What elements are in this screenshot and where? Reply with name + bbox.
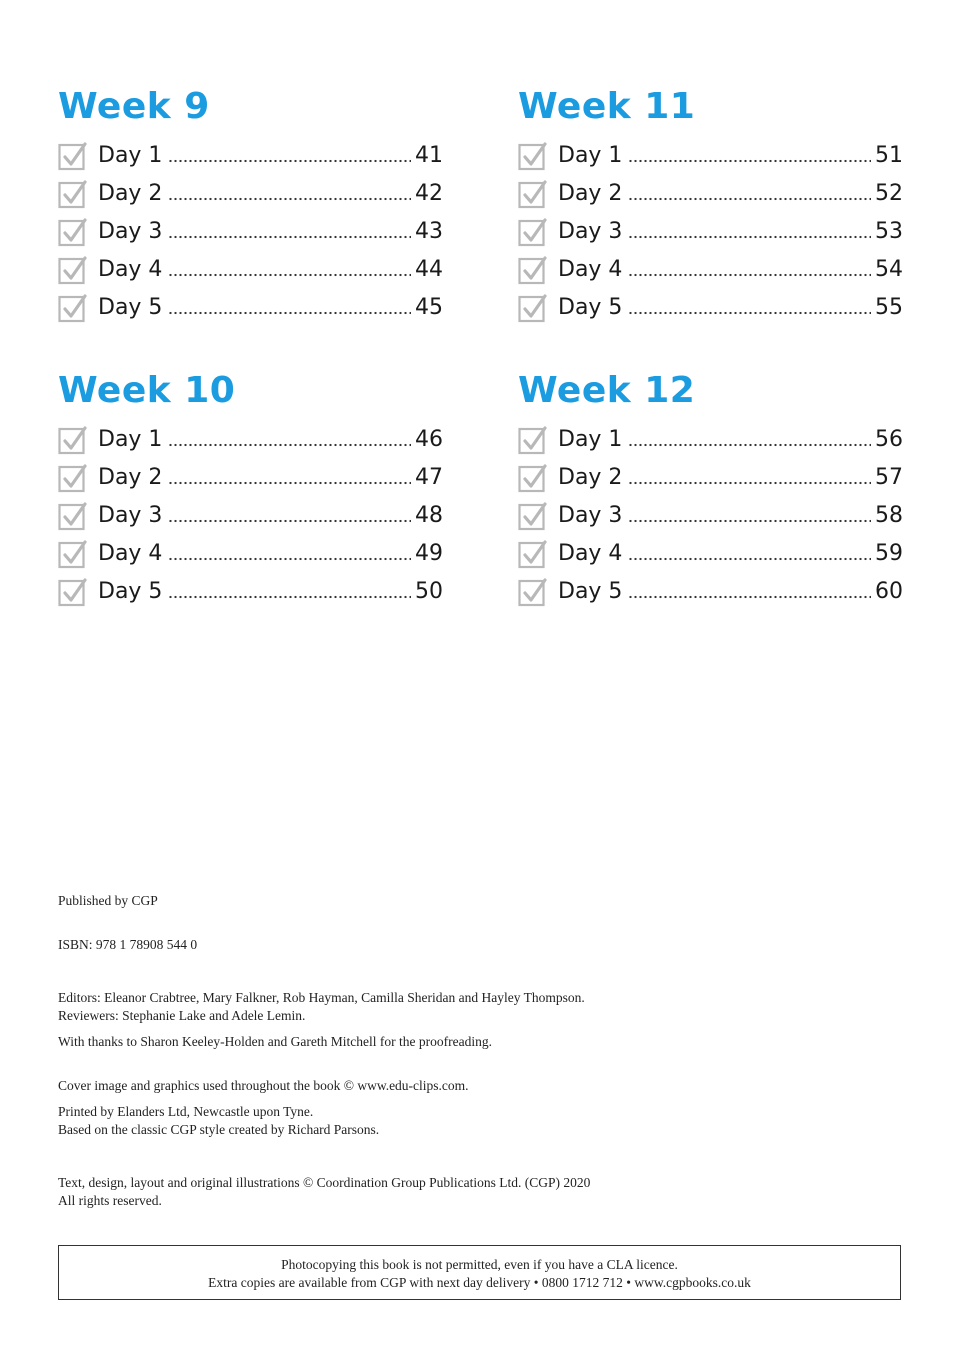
page-number: 57 (875, 464, 903, 490)
day-label: Day 4 (558, 256, 623, 282)
day-row (518, 572, 903, 610)
copyright: Text, design, layout and original illustrations © Coordination Group Publications Ltd. (CGP) 2020 (58, 1175, 591, 1190)
checkbox-tick-icon (518, 255, 546, 283)
week-title: Week 11 (518, 86, 696, 127)
day-label: Day 3 (558, 502, 623, 528)
checkbox-tick-icon (58, 255, 86, 283)
week-section-11 (518, 84, 903, 326)
day-row (58, 496, 443, 534)
day-row (518, 420, 903, 458)
isbn-block (58, 936, 918, 954)
day-row (518, 250, 903, 288)
day-row (58, 420, 443, 458)
day-row (58, 136, 443, 174)
day-row (518, 534, 903, 572)
checkbox-tick-icon (518, 217, 546, 245)
day-label: Day 4 (98, 256, 163, 282)
day-row (518, 288, 903, 326)
page-number: 47 (415, 464, 443, 490)
week-title: Week 10 (58, 370, 236, 411)
page-number: 44 (415, 256, 443, 282)
checkbox-tick-icon (58, 577, 86, 605)
day-label: Day 5 (98, 578, 163, 604)
credits-block (58, 892, 918, 910)
dot-leader (628, 543, 871, 563)
day-label: Day 5 (558, 294, 623, 320)
dot-leader (628, 297, 871, 317)
day-list (518, 136, 903, 326)
day-row (518, 136, 903, 174)
printed-by: Printed by Elanders Ltd, Newcastle upon Tyne. (58, 1104, 314, 1119)
page-number: 50 (415, 578, 443, 604)
page-number: 42 (415, 180, 443, 206)
page-number: 56 (875, 426, 903, 452)
day-label: Day 3 (558, 218, 623, 244)
week-section-9 (58, 84, 443, 326)
published-by: Published by CGP (58, 893, 158, 908)
week-title: Week 12 (518, 370, 696, 411)
day-row (58, 288, 443, 326)
day-label: Day 1 (558, 142, 623, 168)
dot-leader (628, 581, 871, 601)
page-number: 52 (875, 180, 903, 206)
dot-leader (168, 145, 411, 165)
checkbox-tick-icon (58, 293, 86, 321)
checkbox-tick-icon (518, 463, 546, 491)
cover-block (58, 1077, 918, 1095)
day-row (58, 458, 443, 496)
dot-leader (168, 467, 411, 487)
day-row (518, 174, 903, 212)
checkbox-tick-icon (58, 539, 86, 567)
dot-leader (628, 183, 871, 203)
dot-leader (168, 183, 411, 203)
dot-leader (168, 221, 411, 241)
day-list (58, 136, 443, 326)
checkbox-tick-icon (518, 141, 546, 169)
checkbox-tick-icon (518, 501, 546, 529)
editors-block (58, 989, 918, 1025)
dot-leader (168, 259, 411, 279)
page-number: 41 (415, 142, 443, 168)
checkbox-tick-icon (518, 539, 546, 567)
dot-leader (628, 505, 871, 525)
copyright-block (58, 1174, 918, 1210)
dot-leader (628, 467, 871, 487)
day-row (58, 534, 443, 572)
dot-leader (168, 429, 411, 449)
checkbox-tick-icon (58, 179, 86, 207)
thanks-block (58, 1033, 918, 1051)
checkbox-tick-icon (58, 141, 86, 169)
day-row (518, 212, 903, 250)
day-label: Day 2 (558, 180, 623, 206)
checkbox-tick-icon (518, 577, 546, 605)
day-label: Day 5 (98, 294, 163, 320)
day-row (58, 174, 443, 212)
day-row (58, 212, 443, 250)
photocopy-notice: Photocopying this book is not permitted, even if you have a CLA licence. (281, 1257, 678, 1272)
dot-leader (168, 505, 411, 525)
day-label: Day 4 (98, 540, 163, 566)
checkbox-tick-icon (58, 217, 86, 245)
dot-leader (628, 259, 871, 279)
checkbox-tick-icon (518, 425, 546, 453)
day-label: Day 2 (98, 464, 163, 490)
day-label: Day 2 (558, 464, 623, 490)
week-title: Week 9 (58, 86, 210, 127)
day-row (518, 458, 903, 496)
rights-reserved: All rights reserved. (58, 1193, 162, 1208)
day-label: Day 2 (98, 180, 163, 206)
thanks: With thanks to Sharon Keeley-Holden and Gareth Mitchell for the proofreading. (58, 1034, 492, 1049)
page-number: 60 (875, 578, 903, 604)
day-label: Day 1 (98, 426, 163, 452)
checkbox-tick-icon (58, 501, 86, 529)
page-number: 49 (415, 540, 443, 566)
page-number: 46 (415, 426, 443, 452)
based-on: Based on the classic CGP style created by Richard Parsons. (58, 1122, 380, 1137)
day-label: Day 3 (98, 218, 163, 244)
week-section-10 (58, 368, 443, 610)
day-label: Day 4 (558, 540, 623, 566)
dot-leader (628, 145, 871, 165)
dot-leader (628, 221, 871, 241)
page-number: 53 (875, 218, 903, 244)
checkbox-tick-icon (518, 293, 546, 321)
page-number: 59 (875, 540, 903, 566)
reviewers: Reviewers: Stephanie Lake and Adele Lemin. (58, 1008, 306, 1023)
page-number: 55 (875, 294, 903, 320)
page-number: 45 (415, 294, 443, 320)
checkbox-tick-icon (518, 179, 546, 207)
page-number: 48 (415, 502, 443, 528)
dot-leader (168, 581, 411, 601)
extra-copies-notice: Extra copies are available from CGP with next day delivery • 0800 1712 712 • www.cgpbooks.co.uk (208, 1275, 751, 1290)
dot-leader (628, 429, 871, 449)
checkbox-tick-icon (58, 425, 86, 453)
page-number: 43 (415, 218, 443, 244)
photocopy-notice-box (58, 1245, 901, 1300)
day-label: Day 3 (98, 502, 163, 528)
checkbox-tick-icon (58, 463, 86, 491)
page-number: 54 (875, 256, 903, 282)
dot-leader (168, 543, 411, 563)
day-label: Day 1 (98, 142, 163, 168)
day-row (58, 572, 443, 610)
day-label: Day 1 (558, 426, 623, 452)
day-row (58, 250, 443, 288)
day-row (518, 496, 903, 534)
page-number: 51 (875, 142, 903, 168)
dot-leader (168, 297, 411, 317)
isbn: ISBN: 978 1 78908 544 0 (58, 937, 198, 952)
printer-block (58, 1103, 918, 1139)
editors: Editors: Eleanor Crabtree, Mary Falkner, Rob Hayman, Camilla Sheridan and Hayley Thompson. (58, 990, 585, 1005)
day-label: Day 5 (558, 578, 623, 604)
cover-credit: Cover image and graphics used throughout the book © www.edu-clips.com. (58, 1078, 469, 1093)
day-list (58, 420, 443, 610)
page-number: 58 (875, 502, 903, 528)
week-section-12 (518, 368, 903, 610)
day-list (518, 420, 903, 610)
